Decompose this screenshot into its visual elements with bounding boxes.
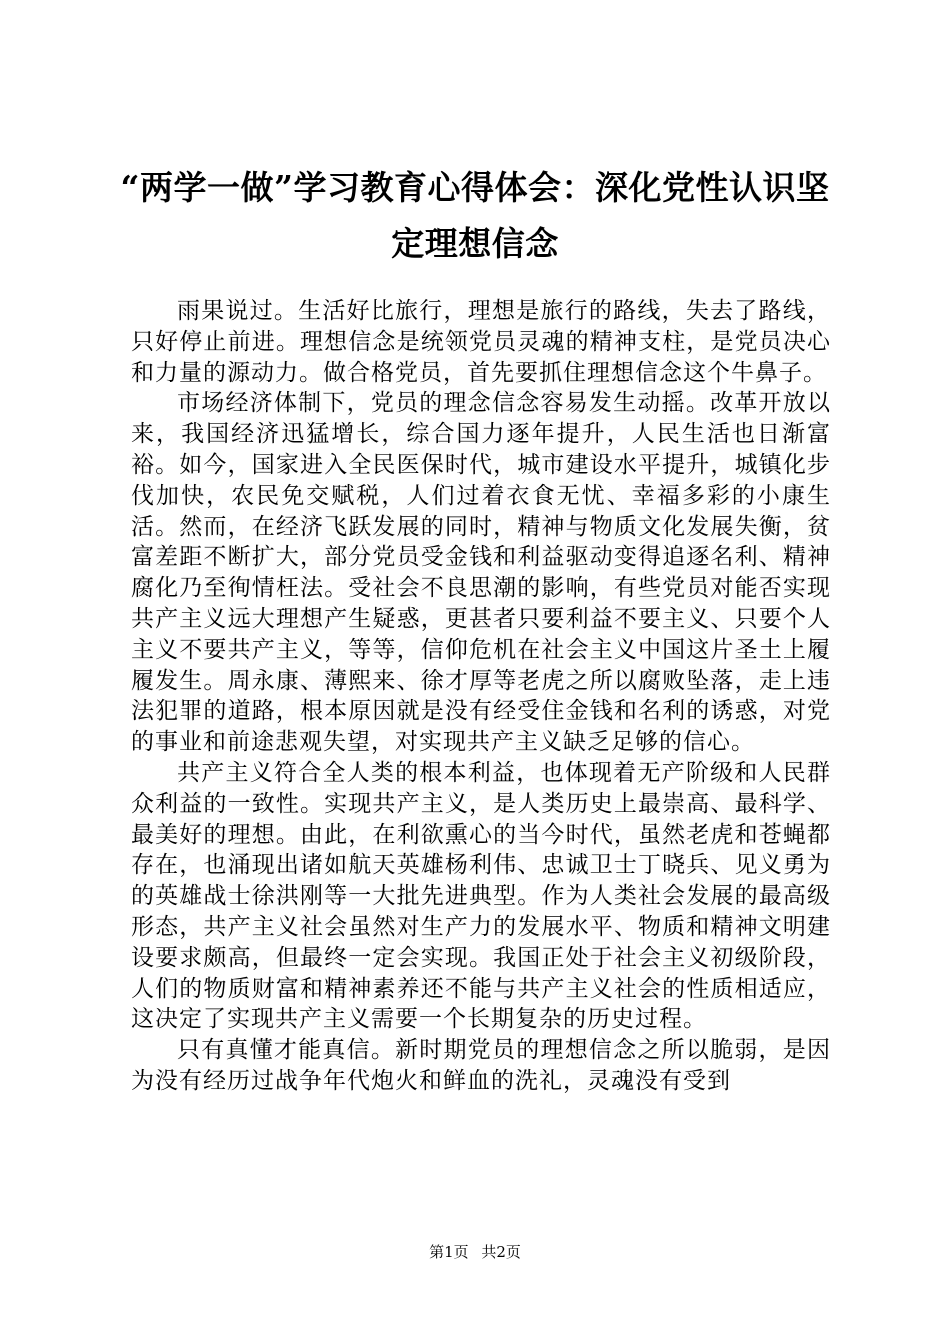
document-title: “两学一做”学习教育心得体会：深化党性认识坚定理想信念 bbox=[120, 168, 830, 263]
body-paragraph: 雨果说过。生活好比旅行，理想是旅行的路线，失去了路线，只好停止前进。理想信念是统领党员灵魂的精神支柱，是党员决心和力量的源动力。做合格党员，首先要抓住理想信念这个牛鼻子。 bbox=[131, 298, 831, 386]
page-total: 共2页 bbox=[481, 1243, 521, 1261]
body-paragraph: 市场经济体制下，党员的理念信念容易发生动摇。改革开放以来，我国经济迅猛增长，综合国力逐年提升，人民生活也日渐富裕。如今，国家进入全民医保时代，城市建设水平提升，城镇化步伐加快，农民免交赋税，人们过着衣食无忧、幸福多彩的小康生活。然而，在经济飞跃发展的同时，精神与物质文化发展失衡，贫富差距不断扩大，部分党员受金钱和利益驱动变得追逐名利、精神腐化乃至徇情枉法。受社会不良思潮的影响，有些党员对能否实现共产主义远大理想产生疑惑，更甚者只要利益不要主义、只要个人主义不要共产主义，等等，信仰危机在社会主义中国这片圣土上履履发生。周永康、薄熙来、徐才厚等老虎之所以腐败坠落，走上违法犯罪的道路，根本原因就是没有经受住金钱和名利的诱惑，对党的事业和前途悲观失望，对实现共产主义缺乏足够的信心。 bbox=[131, 390, 831, 756]
document-body bbox=[131, 296, 831, 1097]
body-paragraph: 共产主义符合全人类的根本利益，也体现着无产阶级和人民群众利益的一致性。实现共产主义，是人类历史上最崇高、最科学、最美好的理想。由此，在利欲熏心的当今时代，虽然老虎和苍蝇都存在，也涌现出诸如航天英雄杨利伟、忠诚卫士丁晓兵、见义勇为的英雄战士徐洪刚等一大批先进典型。作为人类社会发展的最高级形态，共产主义社会虽然对生产力的发展水平、物质和精神文明建设要求颇高，但最终一定会实现。我国正处于社会主义初级阶段，人们的物质财富和精神素养还不能与共产主义社会的性质相适应，这决定了实现共产主义需要一个长期复杂的历史过程。 bbox=[131, 759, 831, 1033]
body-paragraph: 只有真懂才能真信。新时期党员的理想信念之所以脆弱，是因为没有经历过战争年代炮火和鲜血的洗礼，灵魂没有受到 bbox=[131, 1037, 831, 1094]
page-number: 第1页 bbox=[429, 1243, 469, 1261]
page-footer bbox=[0, 1242, 950, 1262]
